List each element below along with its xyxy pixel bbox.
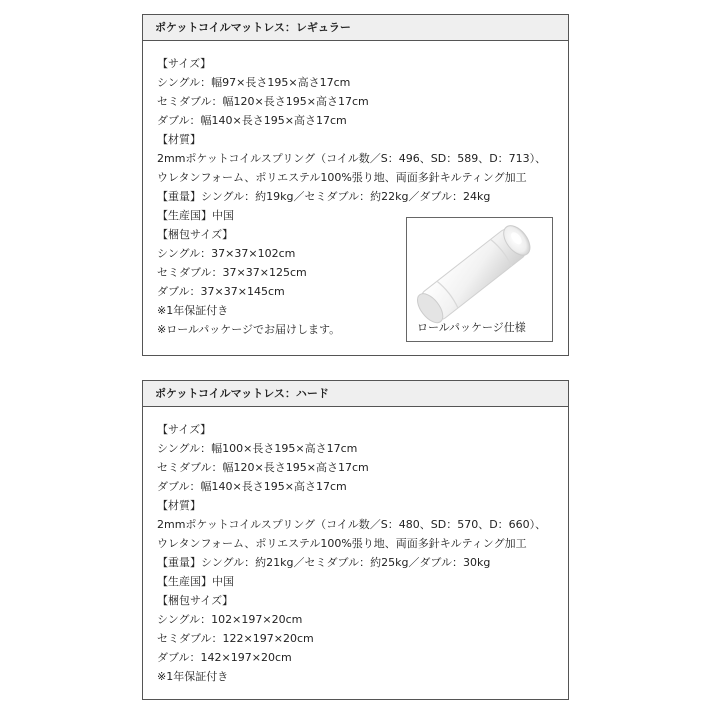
hard-spec-panel [142, 380, 569, 700]
spec-line: 【材質】 [157, 133, 201, 146]
spec-line: 2mmポケットコイルスプリング（コイル数／S：480、SD：570、D：660）、 [157, 518, 547, 531]
spec-line: ウレタンフォーム、ポリエステル100%張り地、両面多針キルティング加工 [157, 537, 527, 550]
spec-line: セミダブル：37×37×125cm [157, 266, 307, 279]
spec-line: セミダブル：122×197×20cm [157, 632, 314, 645]
spec-line: シングル：幅97×長さ195×高さ17cm [157, 76, 351, 89]
regular-panel-title: ポケットコイルマットレス：レギュラー [143, 15, 568, 41]
hard-spec-list [143, 407, 568, 686]
spec-line: ウレタンフォーム、ポリエステル100%張り地、両面多針キルティング加工 [157, 171, 527, 184]
spec-line: ダブル：142×197×20cm [157, 651, 292, 664]
spec-line: 【サイズ】 [157, 57, 212, 70]
spec-line: 【重量】シングル：約19kg／セミダブル：約22kg／ダブル：24kg [157, 190, 491, 203]
spec-line: シングル：37×37×102cm [157, 247, 296, 260]
spec-line: 【サイズ】 [157, 423, 212, 436]
regular-spec-panel [142, 14, 569, 356]
spec-line: ダブル：幅140×長さ195×高さ17cm [157, 480, 347, 493]
spec-line: ※1年保証付き [157, 304, 229, 317]
spec-line: ※1年保証付き [157, 670, 229, 683]
spec-line: 【重量】シングル：約21kg／セミダブル：約25kg／ダブル：30kg [157, 556, 491, 569]
spec-line: セミダブル：幅120×長さ195×高さ17cm [157, 461, 369, 474]
spec-line: ※ロールパッケージでお届けします。 [157, 323, 341, 336]
roll-package-image [406, 217, 553, 342]
spec-line: ダブル：37×37×145cm [157, 285, 285, 298]
spec-line: 【梱包サイズ】 [157, 594, 234, 607]
spec-line: 【生産国】中国 [157, 209, 234, 222]
spec-line: 【材質】 [157, 499, 201, 512]
spec-line: 2mmポケットコイルスプリング（コイル数／S：496、SD：589、D：713）、 [157, 152, 547, 165]
spec-line: シングル：102×197×20cm [157, 613, 303, 626]
spec-line: セミダブル：幅120×長さ195×高さ17cm [157, 95, 369, 108]
spec-line: シングル：幅100×長さ195×高さ17cm [157, 442, 358, 455]
spec-line: 【梱包サイズ】 [157, 228, 234, 241]
hard-panel-title: ポケットコイルマットレス：ハード [143, 381, 568, 407]
spec-line: ダブル：幅140×長さ195×高さ17cm [157, 114, 347, 127]
spec-line: 【生産国】中国 [157, 575, 234, 588]
roll-package-caption: ロールパッケージ仕様 [417, 321, 526, 334]
